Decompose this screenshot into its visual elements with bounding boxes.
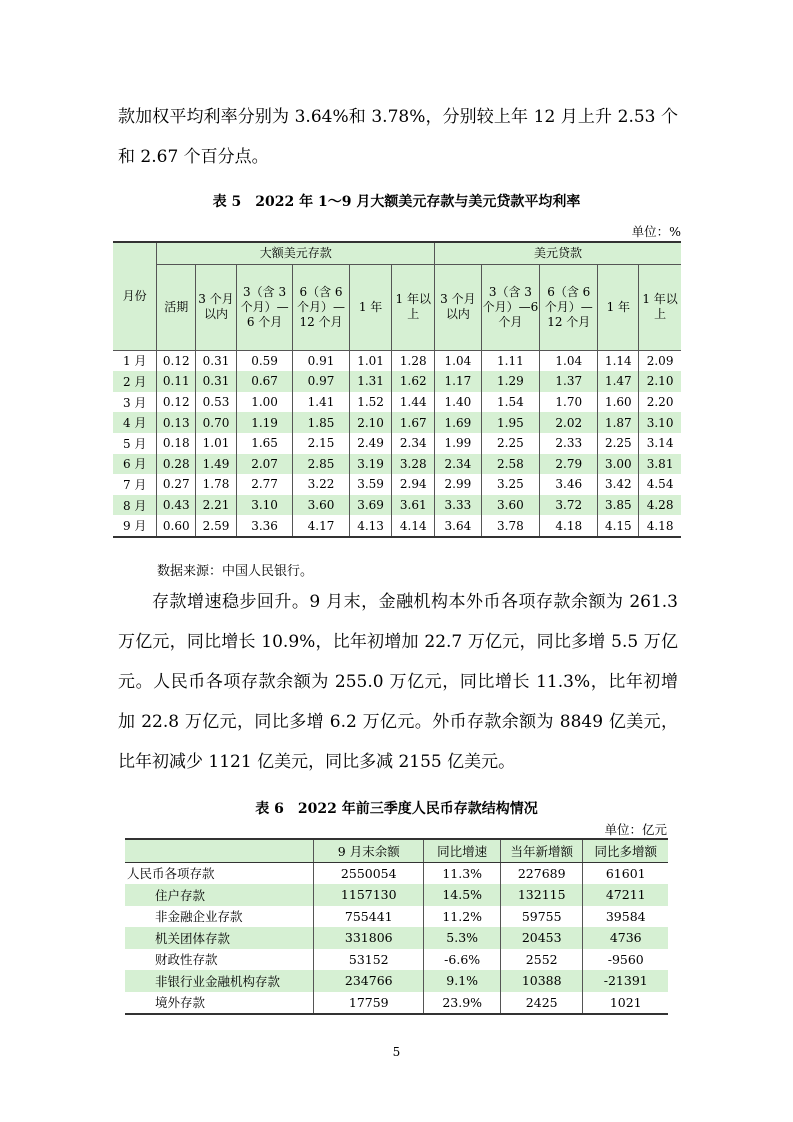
rate-cell: 1.62 [392, 371, 435, 392]
value-cell: 331806 [314, 927, 424, 949]
rate-cell: 3.33 [435, 495, 482, 516]
rate-cell: 1.99 [435, 433, 482, 454]
rate-cell: 1.54 [481, 392, 539, 413]
month-cell: 5 月 [122, 436, 147, 451]
rate-cell: 0.60 [157, 515, 196, 537]
value-cell: -21391 [583, 970, 668, 992]
rate-cell: 0.18 [157, 433, 196, 454]
rate-cell: 3.61 [392, 495, 435, 516]
rate-cell: 2.58 [481, 454, 539, 475]
value-cell: 132115 [500, 884, 583, 906]
rate-cell: 3.22 [293, 474, 349, 495]
rate-cell: 1.41 [293, 392, 349, 413]
rate-cell: 2.85 [293, 454, 349, 475]
rate-cell: 3.85 [598, 495, 639, 516]
rate-cell: 0.12 [157, 392, 196, 413]
rate-cell: 1.28 [392, 350, 435, 371]
value-cell: 1157130 [314, 884, 424, 906]
value-cell: 2550054 [314, 862, 424, 884]
value-cell: -9560 [583, 949, 668, 971]
row-label: 人民币各项存款 [127, 866, 215, 882]
rate-cell: 1.67 [392, 412, 435, 433]
row-label: 住户存款 [125, 884, 314, 906]
col-header: 活期 [157, 264, 196, 350]
value-cell: 23.9% [424, 992, 501, 1015]
rate-cell: 0.53 [196, 392, 237, 413]
rate-cell: 0.28 [157, 454, 196, 475]
rate-cell: 1.70 [540, 392, 598, 413]
rate-cell: 3.00 [598, 454, 639, 475]
month-header: 月份 [113, 242, 157, 350]
rate-cell: 0.31 [196, 371, 237, 392]
value-cell: 61601 [583, 862, 668, 884]
rate-cell: 0.31 [196, 350, 237, 371]
rate-cell: 2.15 [293, 433, 349, 454]
intro-paragraph: 款加权平均利率分别为 3.64%和 3.78%，分别较上年 12 月上升 2.53 个和 2.67 个百分点。 [118, 107, 678, 167]
rate-cell: 3.42 [598, 474, 639, 495]
value-cell: 11.3% [424, 862, 501, 884]
table-row [113, 433, 681, 454]
rate-cell: 0.11 [157, 371, 196, 392]
col-header: 3 个月以内 [435, 264, 482, 350]
rate-cell: 2.09 [639, 350, 681, 371]
value-cell: 227689 [500, 862, 583, 884]
col-header: 1 年以上 [392, 264, 435, 350]
col-header: 6（含 6 个月）—12 个月 [293, 264, 349, 350]
value-cell: 11.2% [424, 906, 501, 928]
col-header: 1 年以上 [639, 264, 681, 350]
rate-cell: 1.87 [598, 412, 639, 433]
rate-cell: 2.59 [196, 515, 237, 537]
table-row [125, 992, 668, 1015]
rate-cell: 2.20 [639, 392, 681, 413]
t6-col-header: 同比多增额 [583, 839, 668, 862]
col-header: 1 年 [349, 264, 392, 350]
month-cell: 7 月 [122, 477, 147, 492]
rate-cell: 2.34 [435, 454, 482, 475]
table-row [113, 454, 681, 475]
rate-cell: 0.70 [196, 412, 237, 433]
rate-cell: 0.59 [236, 350, 292, 371]
rate-cell: 0.43 [157, 495, 196, 516]
value-cell: 755441 [314, 906, 424, 928]
rate-cell: 1.78 [196, 474, 237, 495]
rate-cell: 1.01 [349, 350, 392, 371]
rate-cell: 3.36 [236, 515, 292, 537]
rate-cell: 1.69 [435, 412, 482, 433]
rate-cell: 1.65 [236, 433, 292, 454]
value-cell: 9.1% [424, 970, 501, 992]
row-label: 非银行业金融机构存款 [125, 970, 314, 992]
t6-col-header: 同比增速 [424, 839, 501, 862]
rate-cell: 1.52 [349, 392, 392, 413]
table-row [125, 862, 668, 884]
col-header: 3（含 3 个月）—6 个月 [236, 264, 292, 350]
rate-cell: 2.10 [349, 412, 392, 433]
table5 [113, 241, 681, 538]
month-cell: 6 月 [122, 457, 147, 472]
value-cell: 234766 [314, 970, 424, 992]
table5-caption: 表 5 2022 年 1～9 月大额美元存款与美元贷款平均利率 [212, 194, 581, 210]
col-header: 6（含 6 个月）—12 个月 [540, 264, 598, 350]
rate-cell: 2.34 [392, 433, 435, 454]
table-row [125, 949, 668, 971]
row-label: 机关团体存款 [125, 927, 314, 949]
month-cell: 1 月 [122, 354, 147, 369]
value-cell: 2425 [500, 992, 583, 1015]
rate-cell: 4.15 [598, 515, 639, 537]
month-cell: 2 月 [122, 374, 147, 389]
rate-cell: 1.60 [598, 392, 639, 413]
rate-cell: 3.25 [481, 474, 539, 495]
rate-cell: 1.14 [598, 350, 639, 371]
rate-cell: 0.67 [236, 371, 292, 392]
rate-cell: 0.27 [157, 474, 196, 495]
row-label: 非金融企业存款 [155, 909, 243, 925]
value-cell: 2552 [500, 949, 583, 971]
table-row [125, 970, 668, 992]
table-row [113, 474, 681, 495]
table-row [113, 392, 681, 413]
rate-cell: 1.01 [196, 433, 237, 454]
rate-cell: 3.69 [349, 495, 392, 516]
table-row [113, 495, 681, 516]
table6-unit: 单位：亿元 [604, 822, 667, 837]
t6-col-header: 当年新增额 [500, 839, 583, 862]
value-cell: 53152 [314, 949, 424, 971]
rate-cell: 3.19 [349, 454, 392, 475]
month-cell: 9 月 [113, 515, 157, 537]
table-row [113, 412, 681, 433]
value-cell: 1021 [583, 992, 668, 1015]
rate-cell: 4.54 [639, 474, 681, 495]
table-row [125, 927, 668, 949]
rate-cell: 2.33 [540, 433, 598, 454]
rate-cell: 3.60 [293, 495, 349, 516]
rate-cell: 1.11 [481, 350, 539, 371]
rate-cell: 0.91 [293, 350, 349, 371]
row-label: 财政性存款 [155, 952, 218, 968]
rate-cell: 4.13 [349, 515, 392, 537]
table6-caption: 表 6 2022 年前三季度人民币存款结构情况 [255, 801, 538, 817]
rate-cell: 2.79 [540, 454, 598, 475]
rate-cell: 3.81 [639, 454, 681, 475]
rate-cell: 0.12 [157, 350, 196, 371]
rate-cell: 2.21 [196, 495, 237, 516]
value-cell: 5.3% [424, 927, 501, 949]
rate-cell: 2.07 [236, 454, 292, 475]
table5-source: 数据来源：中国人民银行。 [157, 564, 314, 579]
rate-cell: 2.77 [236, 474, 292, 495]
rate-cell: 1.17 [435, 371, 482, 392]
table-row [113, 371, 681, 392]
rate-cell: 3.14 [639, 433, 681, 454]
rate-cell: 1.85 [293, 412, 349, 433]
rate-cell: 1.04 [540, 350, 598, 371]
table-row [113, 350, 681, 371]
rate-cell: 4.14 [392, 515, 435, 537]
value-cell: -6.6% [424, 949, 501, 971]
rate-cell: 1.49 [196, 454, 237, 475]
rate-cell: 2.25 [598, 433, 639, 454]
rate-cell: 3.72 [540, 495, 598, 516]
rate-cell: 0.13 [157, 412, 196, 433]
table5-unit: 单位：% [631, 224, 681, 239]
rate-cell: 2.49 [349, 433, 392, 454]
rate-cell: 3.60 [481, 495, 539, 516]
rate-cell: 1.95 [481, 412, 539, 433]
rate-cell: 2.10 [639, 371, 681, 392]
rate-cell: 4.17 [293, 515, 349, 537]
rate-cell: 2.25 [481, 433, 539, 454]
col-header: 1 年 [598, 264, 639, 350]
rate-cell: 2.02 [540, 412, 598, 433]
rate-cell: 1.40 [435, 392, 482, 413]
page-number: 5 [392, 1045, 401, 1059]
rate-cell: 3.28 [392, 454, 435, 475]
month-cell: 8 月 [122, 498, 147, 513]
value-cell: 4736 [583, 927, 668, 949]
value-cell: 14.5% [424, 884, 501, 906]
rate-cell: 2.99 [435, 474, 482, 495]
rate-cell: 4.18 [540, 515, 598, 537]
col-header: 3 个月以内 [196, 264, 237, 350]
value-cell: 10388 [500, 970, 583, 992]
t6-corner [125, 839, 314, 862]
rate-cell: 4.18 [639, 515, 681, 537]
deposit-paragraph: 存款增速稳步回升。9 月末，金融机构本外币各项存款余额为 261.3 万亿元，同比增长 10.9%，比年初增加 22.7 万亿元，同比多增 5.5 万亿元。人民币各项存款余额为 255.0 万亿元，同比增长 11.3%，比年初增加 22.8 万亿元，同比多增 6.2 万亿元。外币存款余额为 8849 亿美元，比年初减少 1121 亿美元，同比多减 2155 亿美元。 [118, 592, 678, 772]
table-row [113, 515, 681, 537]
month-cell: 3 月 [122, 395, 147, 410]
value-cell: 47211 [583, 884, 668, 906]
rate-cell: 0.97 [293, 371, 349, 392]
value-cell: 59755 [500, 906, 583, 928]
rate-cell: 4.28 [639, 495, 681, 516]
rate-cell: 1.29 [481, 371, 539, 392]
rate-cell: 1.04 [435, 350, 482, 371]
group-loan-header: 美元贷款 [435, 242, 681, 264]
rate-cell: 1.19 [236, 412, 292, 433]
rate-cell: 1.47 [598, 371, 639, 392]
rate-cell: 3.59 [349, 474, 392, 495]
row-label: 境外存款 [125, 992, 314, 1015]
table-row [125, 884, 668, 906]
rate-cell: 3.10 [236, 495, 292, 516]
rate-cell: 1.44 [392, 392, 435, 413]
rate-cell: 2.94 [392, 474, 435, 495]
rate-cell: 1.37 [540, 371, 598, 392]
table-row [125, 906, 668, 928]
col-header: 3（含 3 个月）—6 个月 [481, 264, 539, 350]
group-deposit-header: 大额美元存款 [157, 242, 435, 264]
table6 [125, 838, 668, 1015]
rate-cell: 3.78 [481, 515, 539, 537]
rate-cell: 1.00 [236, 392, 292, 413]
rate-cell: 1.31 [349, 371, 392, 392]
value-cell: 17759 [314, 992, 424, 1015]
value-cell: 20453 [500, 927, 583, 949]
value-cell: 39584 [583, 906, 668, 928]
rate-cell: 3.64 [435, 515, 482, 537]
rate-cell: 3.46 [540, 474, 598, 495]
t6-col-header: 9 月末余额 [314, 839, 424, 862]
rate-cell: 3.10 [639, 412, 681, 433]
month-cell: 4 月 [122, 416, 147, 431]
